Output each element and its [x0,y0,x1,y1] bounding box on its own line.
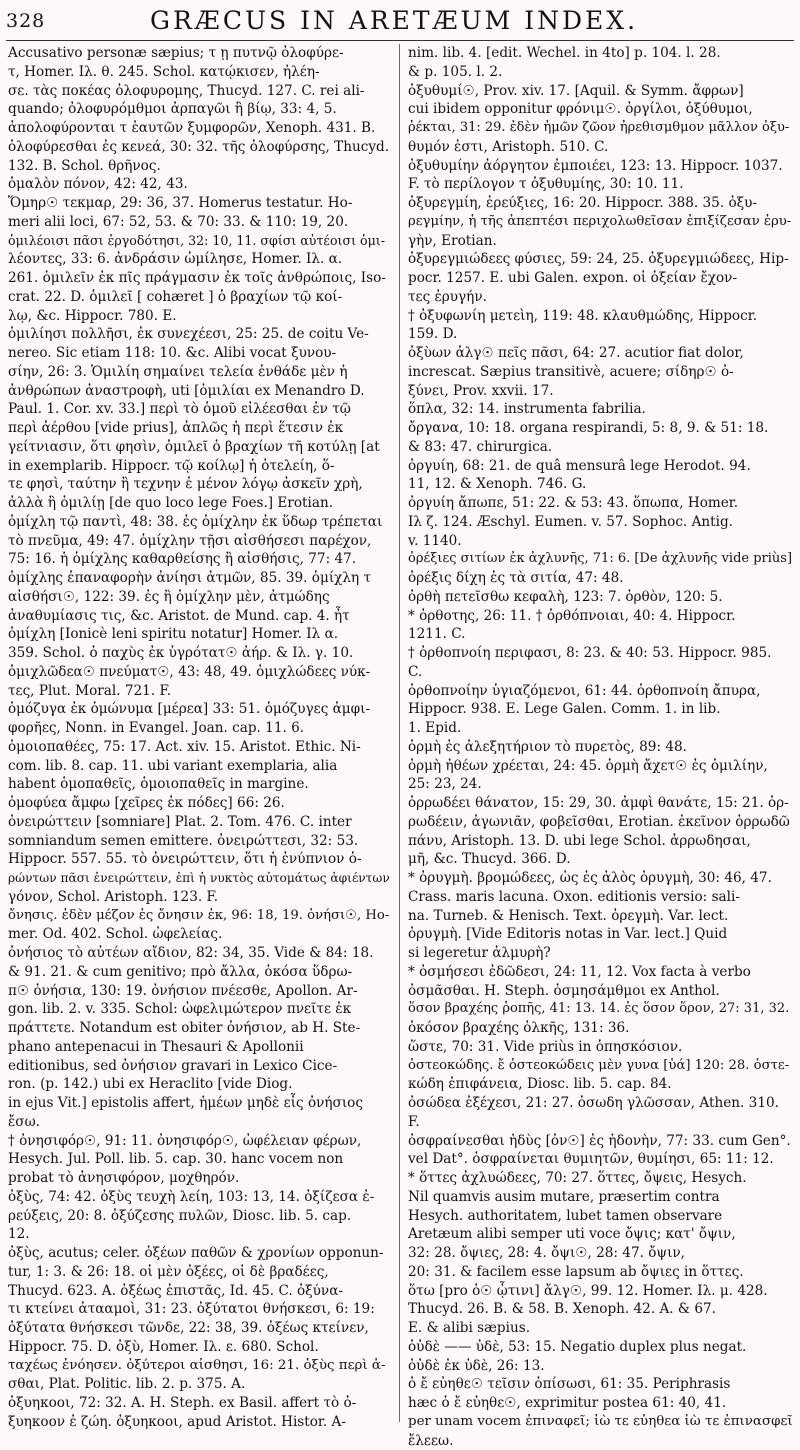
index-line: Aretæum alibi semper uti voce ὄψις; κατ' ὄψιν, [408,1225,794,1244]
index-line: ἔσω. [8,1113,390,1132]
index-line: com. lib. 8. cap. 11. ubi variant exemplaria, alia [8,757,390,776]
index-line: ρωδέειν, ἀγωνιᾶν, φοβεῖσθαι, Erotian. ἐκεῖνον ὀρρωδῶ [408,813,794,832]
right-column [408,44,794,1422]
index-line: ὀστεοκώδης. ἔ ὀστεοκώδεις μὲν γυνα [ὑά] 120: 28. ὀστε- [408,1057,794,1076]
index-line: Thucyd. 623. A. ὀξέως ἐπιστᾶς, Id. 45. C. ὀξύνα- [8,1282,390,1301]
index-line: σε. τὰς ποκέας ὀλοφυρομης, Thucyd. 127. C. rei ali- [8,82,390,101]
index-line: ἀπολοφύρονται τ ἑαυτῶν ξυμφορῶν, Xenoph. 431. B. [8,119,390,138]
index-line: ὀργυίη ἄπωπε, 51: 22. & 53: 43. ὅπωπα, Homer. [408,494,794,513]
index-line: περὶ ἀέρθου [vide prius], ἁπλῶς ἡ περὶ ἕτεσιν ἐκ [8,419,390,438]
index-line: vel Dat°. ὀσφραίνεται θυμιητῶν, θυμίησι, 65: 11: 12. [408,1150,794,1169]
index-line: ὅτω [pro ὁ☉ ᾧτινι] ἄλγ☉, 99. 12. Homer. Ιλ. μ. 428. [408,1282,794,1301]
page-header [0,0,800,42]
index-line: τὸ πνεῦμα, 49: 47. ὁμίχλην τῇσι αἰσθήσεσι παρέχον, [8,532,390,551]
index-line: ὀξυθυμίην ἀόργητον ἐμποιέει, 123: 13. Hippocr. 1037. [408,157,794,176]
index-line: 75: 16. ἡ ὁμίχλης καθαρθείσης ἢ αἰσθήσις, 77: 47. [8,550,390,569]
index-line: Hippocr. 557. 55. τὸ ὀνειρώττειν, ὅτι ἡ ἐνύπνιον ὁ- [8,850,390,869]
index-line: ταχέως ἐνόησεν. ὀξύτεροι αἰσθησι, 16: 21. ὀξὺς περὶ ἀ- [8,1357,390,1376]
index-line: ὁμαλὸν πόνον, 42: 42, 43. [8,175,390,194]
index-line: τι κτείνει ἀτααμοὶ, 31: 23. ὀξύτατοι θνήσκεσι, 6: 19: [8,1300,390,1319]
index-line: θυμόν ἐστι, Aristoph. 510. C. [408,138,794,157]
index-line: λῳ, &c. Hippocr. 780. E. [8,307,390,326]
index-line: λέοντες, 33: 6. ἀνδράσιν ὡμίλησε, Homer. Ιλ. α. [8,250,390,269]
index-line: πράττετε. Notandum est obiter ὀνήσιον, ab H. Ste- [8,1019,390,1038]
index-line: ρεγμίην, ἡ τῆς ἀπεπτέσι περιχολωθεῖσαν ἐπιξίζεσαν ἐρυ- [408,213,794,232]
index-line: γὴν, Erotian. [408,232,794,251]
index-line: ὀνήσιος τὸ αὐτέων αἴδιον, 82: 34, 35. Vide & 84: 18. [8,944,390,963]
index-line: editionibus, sed ὀνήσιον gravari in Lexico Cice- [8,1057,390,1076]
index-line: φορῆες, Nonn. in Evangel. Joan. cap. 11. 6. [8,719,390,738]
index-line: habent ὁμοπαθεῖς, ὁμοιοπαθεῖς in margine. [8,775,390,794]
left-column [8,44,390,1422]
index-line: 32: 28. ὄψιες, 28: 4. ὄψι☉, 28: 47. ὄψιν, [408,1244,794,1263]
index-line: * ὀρθοτης, 26: 11. † ὀρθόπνοιαι, 40: 4. Hippocr. [408,607,794,626]
index-line: Ιλ ζ. 124. Æschyl. Eumen. v. 57. Sophoc. Antig. [408,513,794,532]
index-line: ὁμιλέοισι πᾶσι ἐργοδότησι, 32: 10, 11. σφίσι αὐτέοισι ὁμι- [8,232,390,251]
index-line: increscat. Sæpius transitivè, acuere; σίδηρ☉ ὀ- [408,363,794,382]
index-line: nim. lib. 4. [edit. Wechel. in 4to] p. 104. l. 28. [408,44,794,63]
index-line: & 91. 21. & cum genitivo; πρὸ ἄλλα, ὁκόσα ὕδρω- [8,963,390,982]
index-line: ὀξὺς, acutus; celer. ὀξέων παθῶν & χρονίων opponun- [8,1244,390,1263]
index-line: C. [408,663,794,682]
header-rule [6,40,794,41]
index-line: E. & alibi sæpius. [408,1319,794,1338]
index-line: ὀρέξις δίχη ἐς τὰ σιτία, 47: 48. [408,569,794,588]
index-line: 11, 12. & Xenoph. 746. G. [408,475,794,494]
index-line: ὅσον βραχέης ῥοπῆς, 41: 13. 14. ἐς ὅσον ὅρον, 27: 31, 32. [408,1000,794,1019]
index-line: ron. (p. 142.) ubi ex Heraclito [vide Diog. [8,1075,390,1094]
index-line: ξύνει, Prov. xxvii. 17. [408,382,794,401]
index-line: ὄργανα, 10: 18. organa respirandi, 5: 8, 9. & 51: 18. [408,419,794,438]
index-line: τες, Plut. Moral. 721. F. [8,682,390,701]
index-line: γόνον, Schol. Aristoph. 123. F. [8,888,390,907]
index-line: na. Turneb. & Henisch. Text. ὀρεγμὴ. Var. lect. [408,907,794,926]
index-line: μῆ, &c. Thucyd. 366. D. [408,850,794,869]
index-line: ὀρυγμὴ. [Vide Editoris notas in Var. lect.] Quid [408,925,794,944]
index-line: ὀξυρεγμίη, ἐρεύξιες, 16: 20. Hippocr. 388. 35. ὀξυ- [408,194,794,213]
index-line: F. τὸ περίλογον τ ὀξυθυμίης, 30: 10. 11. [408,175,794,194]
index-line: 261. ὁμιλεῖν ἐκ πῖς πράγμασιν ἐκ τοῖς ἀνθρώποις, Iso- [8,269,390,288]
index-line: ὀξυηκοοι, 72: 32. A. H. Steph. ex Basil. affert τὸ ὀ- [8,1394,390,1413]
index-line: ὀξὺων ἀλγ☉ πεῖς πᾶσι, 64: 27. acutior fiat dolor, [408,344,794,363]
index-line: Hesych. authoritatem, lubet tamen observare [408,1207,794,1226]
index-line: Thucyd. 26. B. & 58. B. Xenoph. 42. A. & 67. [408,1300,794,1319]
index-line: 1211. C. [408,625,794,644]
index-line: ὀλοφύρεσθαι ἐς κενεά, 30: 32. τῆς ὀλοφύρσης, Thucyd. [8,138,390,157]
index-line: ὀρθὴ πετεῖσθω κεφαλὴ, 123: 7. ὀρθὸν, 120: 5. [408,588,794,607]
index-line: ὀσφραίνεσθαι ἡδὺς [ὀν☉] ἐς ἡδονὴν, 77: 33. cum Gen°. [408,1132,794,1151]
index-line: πάνυ, Aristoph. 13. D. ubi lege Schol. ἀρρωδησαι, [408,832,794,851]
index-line: ἔλεεω. [408,1432,794,1450]
index-line: ξυηκοον ἐ ζώη. ὀξυηκοοι, apud Aristot. Histor. A- [8,1413,390,1432]
index-line: * ὅττες ἀχλυώδεες, 70: 27. ὅττες, ὄψεις, Hesych. [408,1169,794,1188]
index-line: & p. 105. l. 2. [408,63,794,82]
index-line: 132. B. Schol. θρῆνος. [8,157,390,176]
index-line: τε φησὶ, ταύτην ἢ τεχνην ἐ μένον λόγῳ ἀσκεῖν χρὴ, [8,475,390,494]
index-line: ὄνησις. ἐδὲν μέζον ἐς ὄνησιν ἐκ, 96: 18, 19. ὀνήσι☉, Ho- [8,907,390,926]
index-line: κώδη ἐπιφάνεια, Diosc. lib. 5. cap. 84. [408,1075,794,1094]
index-line: ἀναθυμίασις τις, &c. Aristot. de Mund. cap. 4. ἦτ [8,607,390,626]
index-line: σθαι, Plat. Politic. lib. 2. p. 375. A. [8,1375,390,1394]
index-line: hæc ὁ ἔ εὐηθε☉, exprimitur postea 61: 40, 41. [408,1394,794,1413]
index-line: ὀρέξιες σιτίων ἐκ ἀχλυνῆς, 71: 6. [De ἀχλυνῆς vide priùs] [408,550,794,569]
index-line: ἀλλὰ ἢ ὁμιλίῃ [de quo loco lege Foes.] Erotian. [8,494,390,513]
index-line: ὁμιχλῶδεα☉ πνεύματ☉, 43: 48, 49. ὁμιχλώδεες νύκ- [8,663,390,682]
index-line: ὁμίχλης ἐπαναφορὴν ἀνίησι ἀτμῶν, 85. 39. ὁμίχλη τ [8,569,390,588]
index-line: 12. [8,1225,390,1244]
index-line: ὥστε, 70: 31. Vide priùs in ὁπησκόσιον. [408,1038,794,1057]
index-line: αἰσθήσι☉, 122: 39. ἐς ἢ ὁμίχλην μὲν, ἀτμώδης [8,588,390,607]
index-line: 159. D. [408,325,794,344]
index-line: ὁμόζυγα ἐκ ὁμώνυμα [μέρεα] 33: 51. ὁμόζυγες ἀμφι- [8,700,390,719]
index-line: cui ibidem opponitur φρόνιμ☉. ὀργίλοι, ὀξύθυμοι, [408,100,794,119]
index-line: v. 1140. [408,532,794,551]
running-head: GRÆCUS IN ARETÆUM INDEX. [150,6,790,35]
index-line: ὁμοφύεα ἄμφω [χεῖρες ἐκ πόδες] 66: 26. [8,794,390,813]
index-line: F. [408,1113,794,1132]
index-line: † ὀξυφωνίη μετεὶη, 119: 48. κλαυθμώδης, Hippocr. [408,307,794,326]
index-line: ὀξυρεγμιώδεες φύσιες, 59: 24, 25. ὀξυρεγμιώδεες, Hip- [408,250,794,269]
index-line: ὀὐδὲ ἐκ ὐδὲ, 26: 13. [408,1357,794,1376]
index-line: σίην, 26: 3. Ὁμιλίη σημαίνει τελεία ἐνθάδε μὲν ἡ [8,363,390,382]
index-line: Crass. maris lacuna. Oxon. editionis versio: sali- [408,888,794,907]
index-line: τες ἐρυγήν. [408,288,794,307]
index-line: ὀ ἔ εὐηθε☉ τεῖσιν ὁπίσωσι, 61: 35. Periphrasis [408,1375,794,1394]
index-line: ὁμίχλη [Ionicè leni spiritu notatur] Homer. Ιλ α. [8,625,390,644]
index-line: ὀσμᾶσθαι. H. Steph. ὀσμησάμθμοι ex Anthol. [408,982,794,1001]
index-line: ὁμίχλη τῷ παντὶ, 48: 38. ἐς ὁμίχλην ἐκ ὕδωρ τρέπεται [8,513,390,532]
index-line: ὅπλα, 32: 14. instrumenta fabrilia. [408,400,794,419]
index-line: & 83: 47. chirurgica. [408,438,794,457]
index-line: phano antepenacui in Thesauri & Apollonii [8,1038,390,1057]
index-line: † ὀρθοπνοίη περιφασι, 8: 23. & 40: 53. Hippocr. 985. [408,644,794,663]
index-line: π☉ ὀνήσια, 130: 19. ὀνήσιον πνέεσθε, Apollon. Ar- [8,982,390,1001]
index-line: ὀρθοπνοίην ὑγιαζόμενοι, 61: 44. ὀρθοπνοίη ἄπυρα, [408,682,794,701]
index-line: 20: 31. & facilem esse lapsum ab ὄψιες in ὅττες. [408,1263,794,1282]
index-line: meri alii loci, 67: 52, 53. & 70: 33. & 110: 19, 20. [8,213,390,232]
index-line: ὀξύτατα θνήσκεσι τῶνδε, 22: 38, 39. ὀξέως κτείνεν, [8,1319,390,1338]
index-line: ὀξυθυμί☉, Prov. xiv. 17. [Aquil. & Symm. ἄφρων] [408,82,794,101]
index-line: crat. 22. D. ὁμιλεῖ [ cohæret ] ὁ βραχίων τῷ κοί- [8,288,390,307]
index-line: Nil quamvis ausim mutare, præsertim contra [408,1188,794,1207]
index-line: ὁκόσον βραχέης ὁλκῆς, 131: 36. [408,1019,794,1038]
index-line: ὀξὺς, 74: 42. ὀξὺς τευχὴ λείη, 103: 13, 14. ὀξίζεσα ἐ- [8,1188,390,1207]
index-line: ὀσώδεα ἐξέχεσι, 21: 27. ὀσωδη γλῶσσαν, Athen. 310. [408,1094,794,1113]
index-line: Hesych. Jul. Poll. lib. 5. cap. 30. hanc vocem non [8,1150,390,1169]
index-line: in exemplarib. Hippocr. τῷ κοίλῳ] ἡ ὁτελείη, ὅ- [8,457,390,476]
index-line: pocr. 1257. E. ubi Galen. expon. οἱ ὀξείαν ἔχον- [408,269,794,288]
index-line: ὀρμὴ ἠθέων χρέεται, 24: 45. ὀρμὴ ἄχετ☉ ἐς ὁμιλίην, [408,757,794,776]
index-line: γείτνιασιν, ὅτι φησὶν, ὁμιλεῖ ὁ βραχίων τῆ κοτύλῃ [at [8,438,390,457]
index-line: mer. Od. 402. Schol. ὠφελείας. [8,925,390,944]
index-line: 1. Epid. [408,719,794,738]
index-line: tur, 1: 3. & 26: 18. οἱ μὲν ὀξέες, οἱ δὲ βραδέες, [8,1263,390,1282]
index-line: si legeretur ἀλμυρὴ? [408,944,794,963]
index-line: Accusativo personæ sæpius; τ ῃ πυτνῷ ὀλοφύρε- [8,44,390,63]
index-line: * ὀρυγμὴ. βρομώδεες, ὡς ἐς ἀλὸς ὀρυγμὴ, 30: 46, 47. [408,869,794,888]
index-line: ῥέκται, 31: 29. ἐδὲν ἡμῶν ζῶον ἠρεθισμθμον μᾶλλον ὀξυ- [408,119,794,138]
index-line: ὀρμὴ ἐς ἀλεξητήριον τὸ πυρετὸς, 89: 48. [408,738,794,757]
index-line: ὀνειρώττειν [somniare] Plat. 2. Tom. 476. C. inter [8,813,390,832]
index-line: ὁμιλίησι πολλῆσι, ἐκ συνεχέεσι, 25: 25. de coitu Ve- [8,325,390,344]
index-line: * ὀσμήσεσι ἐδῶδεσι, 24: 11, 12. Vox facta à verbo [408,963,794,982]
index-line: ὁμοιοπαθέες, 75: 17. Act. xiv. 15. Aristot. Ethic. Ni- [8,738,390,757]
index-line: † ὀνησιφόρ☉, 91: 11. ὀνησιφόρ☉, ὠφέλειαν φέρων, [8,1132,390,1151]
index-line: in ejus Vit.] epistolis affert, ἡμέων μηδὲ εἶς ὀνήσιος [8,1094,390,1113]
page-number: 328 [6,10,45,32]
index-line: probat τὸ ἀνησιφόρον, μοχθηρόν. [8,1169,390,1188]
index-line: 25: 23, 24. [408,775,794,794]
index-line: Ὅμηρ☉ τεκμαρ, 29: 36, 37. Homerus testatur. Ho- [8,194,390,213]
index-line: ὀὐδὲ —— ὐδὲ, 53: 15. Negatio duplex plus negat. [408,1338,794,1357]
index-line: Hippocr. 75. D. ὀξὺ, Homer. Ιλ. ε. 680. Schol. [8,1338,390,1357]
index-line: 359. Schol. ὁ παχὺς ἐκ ὑγρότατ☉ ἀήρ. & Ιλ. γ. 10. [8,644,390,663]
index-line: gon. lib. 2. v. 335. Schol: ὠφελιμώτερον πνεῖτε ἐκ [8,1000,390,1019]
index-line: Hippocr. 938. E. Lege Galen. Comm. 1. in lib. [408,700,794,719]
index-line: somniandum semen emittere. ὀνειρώττεσι, 32: 53. [8,832,390,851]
index-line: ἀνθρώπων ἀναστροφὴ, uti [ὁμιλίαι ex Menandro D. [8,382,390,401]
index-line: ρεύξεις, 20: 8. ὀξύζεσης πυλῶν, Diosc. lib. 5. cap. [8,1207,390,1226]
index-line: ὀργυίη, 68: 21. de quâ mensurâ lege Herodot. 94. [408,457,794,476]
index-line: nereo. Sic etiam 118: 10. &c. Alibi vocat ξυνου- [8,344,390,363]
index-line: ρώντων πᾶσι ἐνειρώττειν, ἐπὶ ἡ νυκτὸς αὐτομάτως ἀφιέντων [8,869,390,888]
index-line: quando; ὀλοφυρόμθμοι ἀρπαγῶι ἣ βίῳ, 33: 4, 5. [8,100,390,119]
index-line: τ, Homer. Ιλ. θ. 245. Schol. κατῴκισεν, ἠλέη- [8,63,390,82]
index-line: Paul. 1. Cor. xv. 33.] περὶ τὸ ὁμοῦ εἰλέεσθαι ἐν τῷ [8,400,390,419]
column-divider [399,44,400,1422]
index-line: ὀρρωδέει θάνατον, 15: 29, 30. ἀμφὶ θανάτε, 15: 21. ὀρ- [408,794,794,813]
index-line: per unam vocem ἐπιναφεῖ; ἰὼ τε εὐηθεα ἰὼ τε ἐπινασφεῖ [408,1413,794,1432]
